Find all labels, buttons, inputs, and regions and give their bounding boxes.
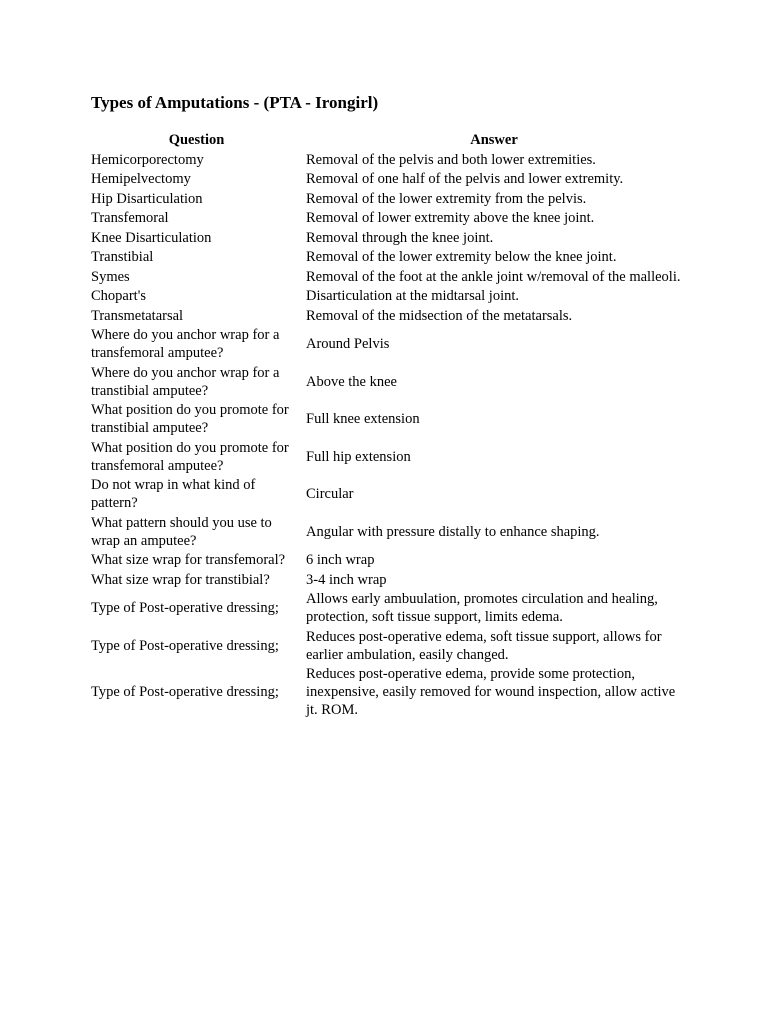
table-row: [89, 401, 684, 439]
table-header-row: [89, 130, 684, 150]
table-row: [89, 570, 684, 590]
table-row: [89, 627, 684, 665]
table-row: [89, 590, 684, 628]
answer-cell: Removal of the lower extremity below the knee joint.: [306, 249, 617, 265]
question-cell: Transtibial: [91, 249, 154, 265]
question-cell: What pattern should you use to wrap an amputee?: [91, 514, 272, 549]
question-cell: Type of Post-operative dressing;: [91, 684, 279, 700]
answer-cell: 6 inch wrap: [306, 552, 375, 568]
answer-cell: Removal of one half of the pelvis and lower extremity.: [306, 171, 624, 187]
question-cell: What position do you promote for transtibial amputee?: [91, 402, 289, 436]
table-row: [89, 209, 684, 229]
answer-cell: Full hip extension: [306, 448, 411, 465]
question-column-header: Question: [168, 132, 225, 148]
answer-cell: Full knee extension: [306, 411, 420, 427]
table-row: [89, 513, 684, 551]
answer-cell: Around Pelvis: [306, 336, 390, 352]
question-cell: Hemipelvectomy: [91, 171, 191, 187]
answer-cell: Removal of lower extremity above the knee joint.: [306, 210, 595, 226]
answer-cell: Removal of the lower extremity from the pelvis.: [306, 190, 587, 207]
answer-cell: Reduces post-operative edema, provide some protection, inexpensive, easily removed for wound inspection, allow active jt. ROM.: [306, 666, 676, 718]
qa-table: [89, 130, 684, 720]
answer-cell: Circular: [306, 486, 354, 502]
table-row: [89, 287, 684, 307]
answer-cell: Removal of the foot at the ankle joint w/removal of the malleoli.: [306, 268, 681, 285]
table-row: [89, 267, 684, 287]
table-row: [89, 665, 684, 721]
table-row: [89, 170, 684, 190]
table-row: [89, 476, 684, 514]
question-cell: Where do you anchor wrap for a transfemoral amputee?: [91, 327, 280, 361]
qa-table-body: [89, 150, 684, 720]
table-row: [89, 363, 684, 401]
question-cell: Knee Disarticulation: [91, 229, 212, 246]
answer-cell: Removal through the knee joint.: [306, 229, 494, 246]
question-cell: Transmetatarsal: [91, 307, 184, 324]
table-row: [89, 150, 684, 170]
question-cell: Chopart's: [91, 288, 146, 304]
question-cell: Transfemoral: [91, 210, 169, 226]
answer-cell: Removal of the midsection of the metatarsals.: [306, 307, 573, 324]
table-row: [89, 248, 684, 268]
answer-cell: 3-4 inch wrap: [306, 571, 387, 588]
question-cell: What size wrap for transtibial?: [91, 571, 270, 588]
answer-cell: Allows early ambuulation, promotes circulation and healing, protection, soft tissue support, limits edema.: [306, 591, 658, 625]
table-row: [89, 189, 684, 209]
answer-cell: Reduces post-operative edema, soft tissue support, allows for earlier ambulation, easily changed.: [306, 628, 662, 663]
question-cell: Where do you anchor wrap for a transtibial amputee?: [91, 364, 280, 399]
question-cell: What position do you promote for transfemoral amputee?: [91, 439, 289, 474]
table-row: [89, 326, 684, 364]
question-cell: Hemicorporectomy: [91, 151, 204, 168]
answer-cell: Angular with pressure distally to enhance shaping.: [306, 523, 600, 540]
answer-cell: Above the knee: [306, 373, 397, 390]
answer-cell: Removal of the pelvis and both lower extremities.: [306, 151, 596, 168]
question-cell: Do not wrap in what kind of pattern?: [91, 477, 256, 511]
answer-cell: Disarticulation at the midtarsal joint.: [306, 288, 520, 304]
table-row: [89, 306, 684, 326]
table-row: [89, 438, 684, 476]
question-cell: Symes: [91, 268, 130, 285]
table-row: [89, 228, 684, 248]
question-cell: What size wrap for transfemoral?: [91, 552, 286, 568]
question-cell: Hip Disarticulation: [91, 190, 203, 207]
question-cell: Type of Post-operative dressing;: [91, 600, 279, 616]
question-cell: Type of Post-operative dressing;: [91, 637, 279, 654]
answer-column-header: Answer: [470, 132, 518, 148]
table-row: [89, 551, 684, 571]
document-title: Types of Amputations - (PTA - Irongirl): [91, 93, 379, 112]
